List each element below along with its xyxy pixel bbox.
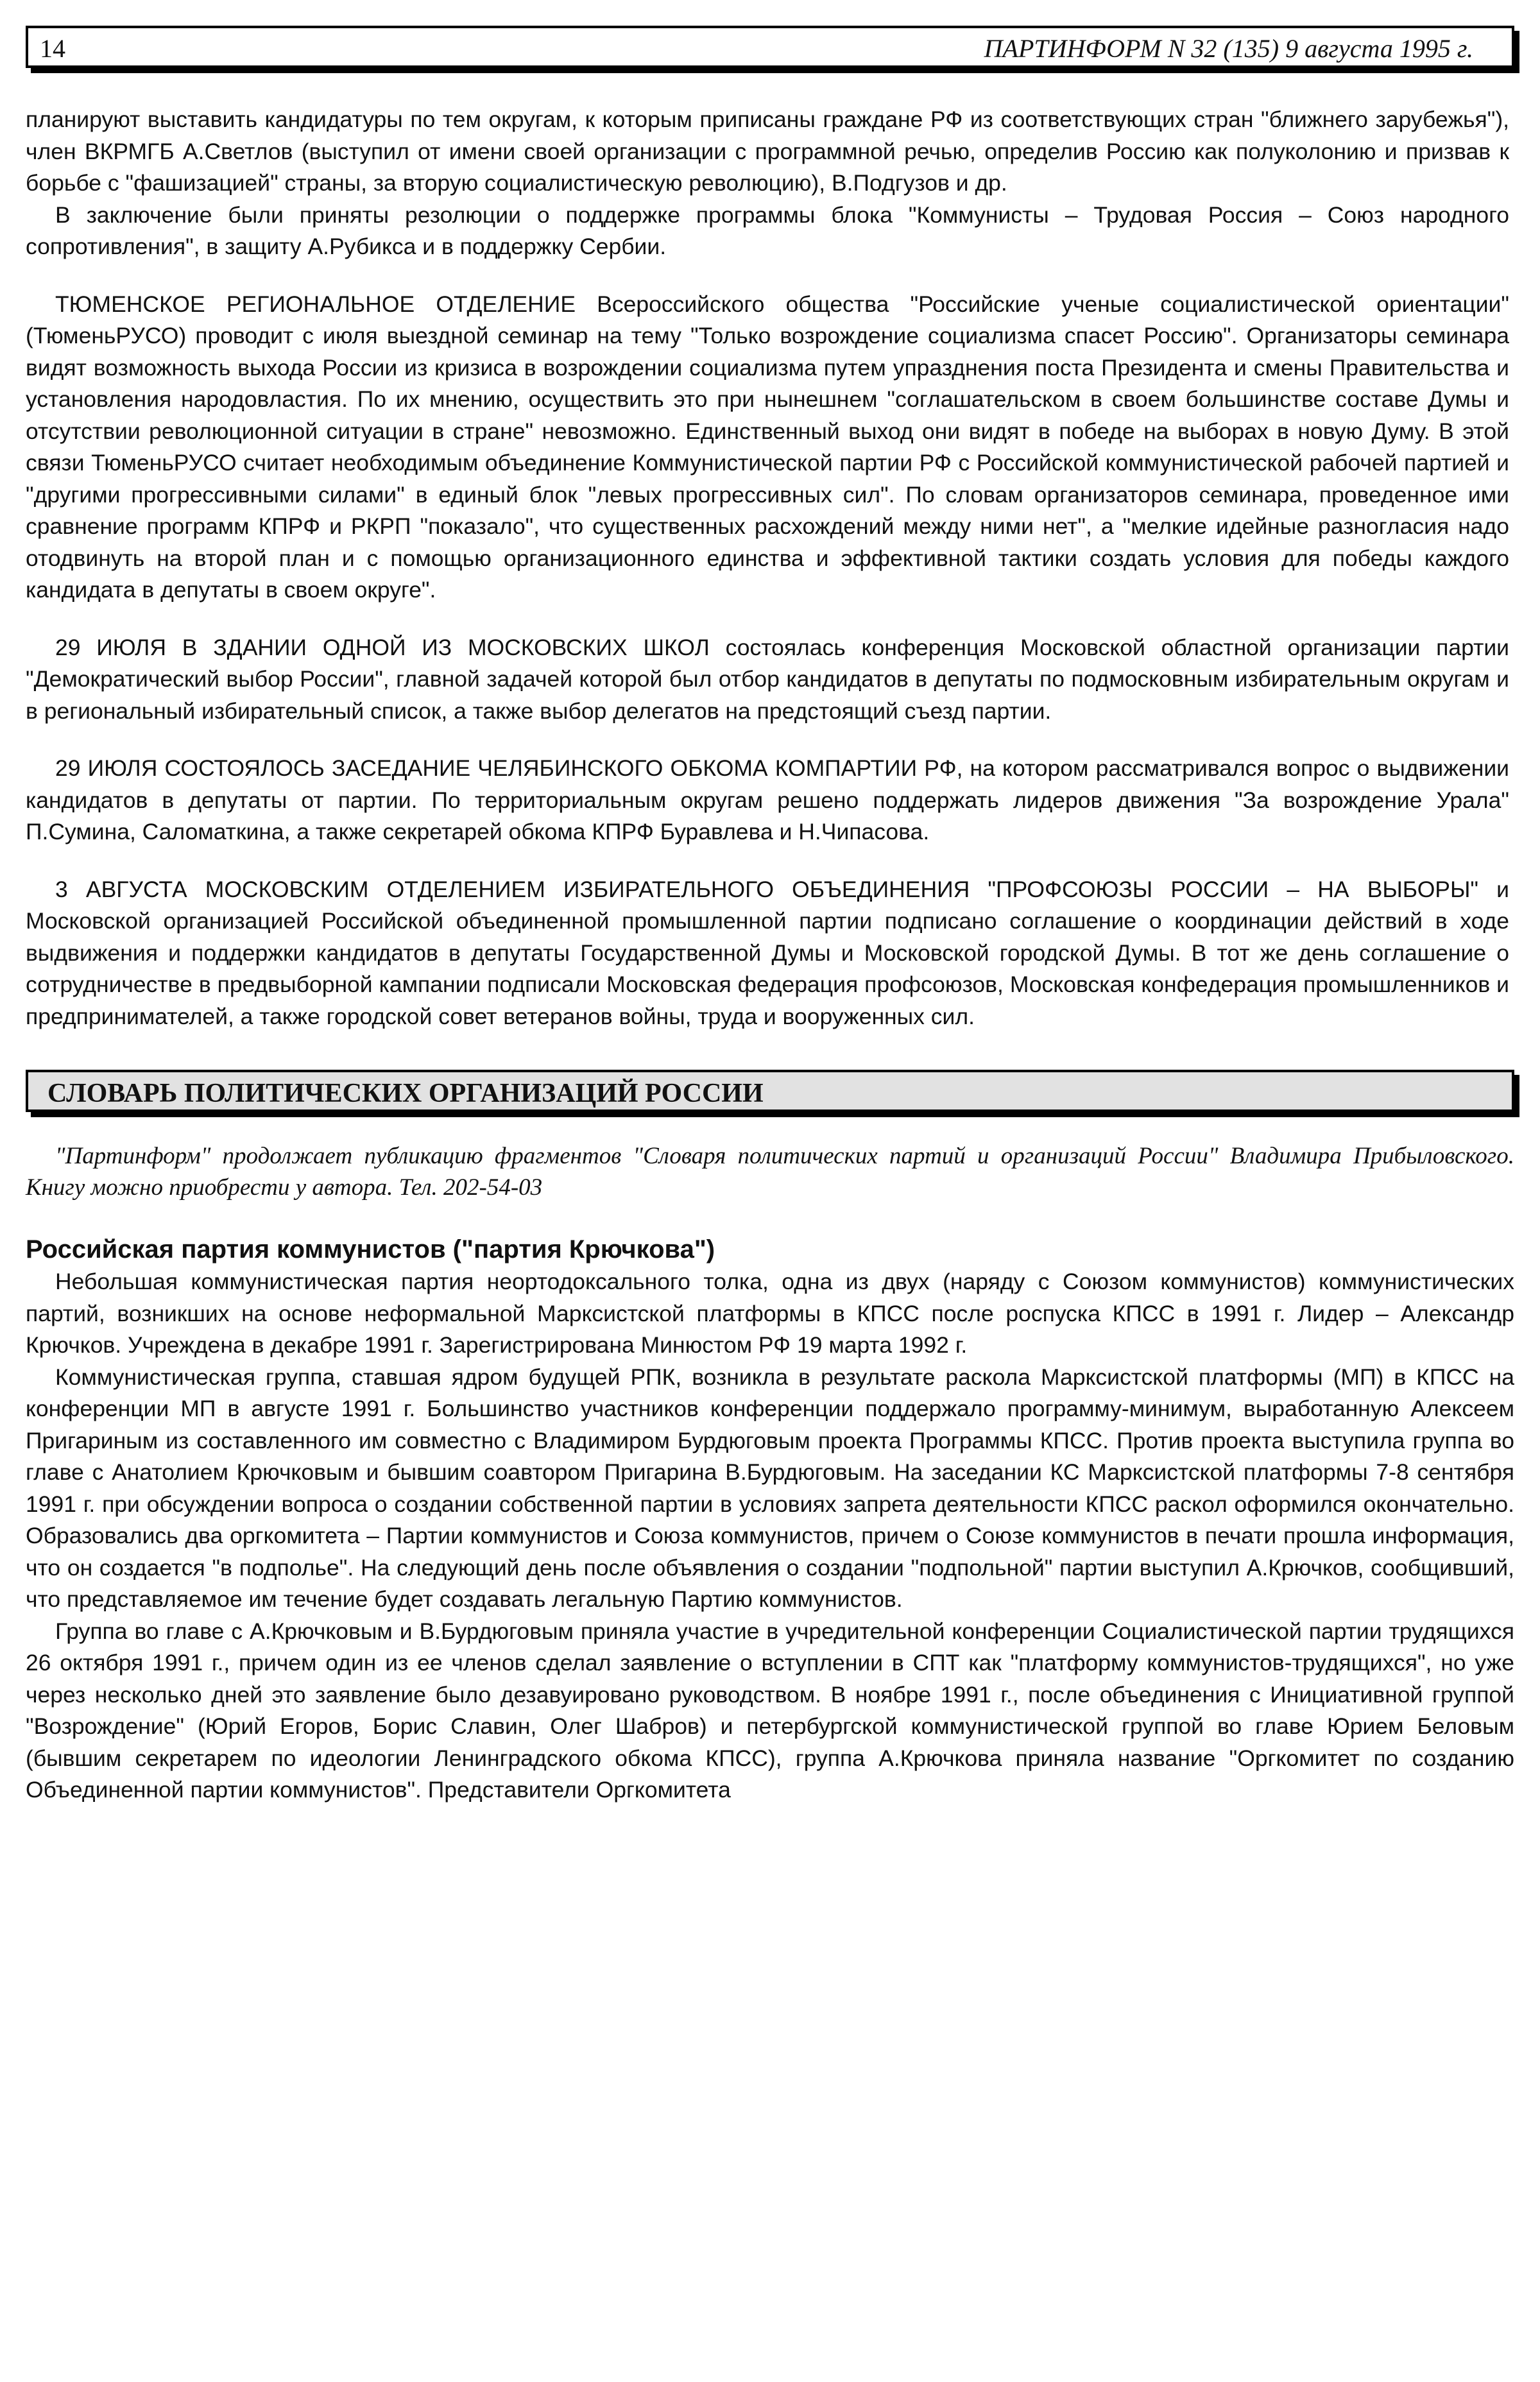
spacer [26,727,1509,753]
spacer [26,848,1509,874]
paragraph: планируют выставить кандидатуры по тем округам, к которым приписаны граждане РФ из соответствующих стран "ближнего зарубежья"), член ВКРМГБ А.Светлов (выступил от имени своей организации с программной речью, определив Россию как полуколонию и призвав к борьбе с "фашизацией" страны, за вторую социалистическую революцию), В.Подгузов и др. [26,107,1509,196]
news-item: 29 ИЮЛЯ В ЗДАНИИ ОДНОЙ ИЗ МОСКОВСКИХ ШКОЛ состоялась конференция Московской областной организации партии "Демократический выбор России", главной задачей которой был отбор кандидатов в депутаты по подмосковным избирательным округам и в региональный избирательный список, а также выбор делегатов на предстоящий съезд партии. [26,634,1509,724]
section-intro: "Партинформ" продолжает публикацию фрагментов "Словаря политических партий и организаций России" Владимира Прибыловского. Книгу можно приобрести у автора. Тел. 202-54-03 [26,1143,1514,1201]
spacer [26,263,1509,289]
dictionary-paragraph: Группа во главе с А.Крючковым и В.Бурдюговым приняла участие в учредительной конференции Социалистической партии трудящихся 26 октября 1991 г., причем один из ее членов сделал заявление о вступлении в СПТ как "платформу коммунистов-трудящихся", но уже через несколько дней это заявление было дезавуировано руководством. В ноябре 1991 г., после объединения с Инициативной группой "Возрождение" (Юрий Егоров, Борис Славин, Олег Шабров) и петербургской коммунистической группой во главе Юрием Беловым (бывшим секретарем по идеологии Ленинградского обкома КПСС), группа А.Крючкова приняла название "Оргкомитет по созданию Объединенной партии коммунистов". Представители Оргкомитета [26,1618,1514,1803]
running-header [26,26,1514,68]
article-body [26,104,1514,1032]
dictionary-entry-title: Российская партия коммунистов ("партия Крючкова") [26,1235,715,1264]
news-item: 3 АВГУСТА МОСКОВСКИМ ОТДЕЛЕНИЕМ ИЗБИРАТЕЛЬНОГО ОБЪЕДИНЕНИЯ "ПРОФСОЮЗЫ РОССИИ – НА ВЫБОРЫ" и Московской организацией Российской объединенной промышленной партии подписано соглашение о координации действий в ходе выдвижения и поддержки кандидатов в депутаты Государственной Думы и Московской городской Думы. В тот же день соглашение о сотрудничестве в предвыборной кампании подписали Московская федерация профсоюзов, Московская конфедерация промышленников и предпринимателей, а также городской совет ветеранов войны, труда и вооруженных сил. [26,876,1509,1029]
dictionary-paragraph: Коммунистическая группа, ставшая ядром будущей РПК, возникла в результате раскола Марксистской платформы (МП) в КПСС на конференции МП в августе 1991 г. Большинство участников конференции поддержало программу-минимум, выработанную Алексеем Пригариным из составленного им совместно с Владимиром Бурдюговым проекта Программы КПСС. Против проекта выступила группа во главе с Анатолием Крючковым и бывшим соавтором Пригарина В.Бурдюговым. На заседании КС Марксистской платформы 7-8 сентября 1991 г. при обсуждении вопроса о создании собственной партии в условиях запрета деятельности КПСС раскол оформился окончательно. Образовались два оргкомитета – Партии коммунистов и Союза коммунистов, причем о Союзе коммунистов в печати прошла информация, что он создается "в подполье". На следующий день после объявления о создании "подпольной" партии выступил А.Крючков, сообщивший, что представляемое им течение будет создавать легальную Партию коммунистов. [26,1364,1514,1612]
dictionary-paragraph: Небольшая коммунистическая партия неортодоксального толка, одна из двух (наряду с Союзом коммунистов) коммунистических партий, возникших на основе неформальной Марксистской платформы в КПСС после роспуска КПСС в 1991 г. Лидер – Александр Крючков. Учреждена в декабре 1991 г. Зарегистрирована Минюстом РФ 19 марта 1992 г. [26,1269,1514,1358]
page [26,26,1514,1806]
section-heading: СЛОВАРЬ ПОЛИТИЧЕСКИХ ОРГАНИЗАЦИЙ РОССИИ [26,1070,1514,1112]
issue-line: ПАРТИНФОРМ N 32 (135) 9 августа 1995 г. [984,34,1473,63]
page-number: 14 [40,34,65,63]
spacer [26,606,1509,632]
news-item: 29 ИЮЛЯ СОСТОЯЛОСЬ ЗАСЕДАНИЕ ЧЕЛЯБИНСКОГО ОБКОМА КОМПАРТИИ РФ, на котором рассматривался вопрос о выдвижении кандидатов в депутаты от партии. По территориальным округам решено поддержать лидеров движения "За возрождение Урала" П.Сумина, Саломаткина, а также секретарей обкома КПРФ Буравлева и Н.Чипасова. [26,755,1509,844]
paragraph: В заключение были приняты резолюции о поддержке программы блока "Коммунисты – Трудовая Россия – Союз народного сопротивления", в защиту А.Рубикса и в поддержку Сербии. [26,201,1509,259]
news-item: ТЮМЕНСКОЕ РЕГИОНАЛЬНОЕ ОТДЕЛЕНИЕ Всероссийского общества "Российские ученые социалистической ориентации" (ТюменьРУСО) проводит с июля выездной семинар на тему "Только возрождение социализма спасет Россию". Организаторы семинара видят возможность выхода России из кризиса в возрождении социализма путем упразднения поста Президента и смены Правительства и установления народовластия. По их мнению, осуществить это при нынешнем "соглашательском в своем большинстве составе Думы и отсутствии революционной ситуации в стране" невозможно. Единственный выход они видят в победе на выборах в новую Думу. В этой связи ТюменьРУСО считает необходимым объединение Коммунистической партии РФ с Российской коммунистической рабочей партией и "другими прогрессивными силами" в единый блок "левых прогрессивных сил". По словам организаторов семинара, проведенное ими сравнение программ КПРФ и РКРП "показало", что существенных расхождений между ними нет", а "мелкие идейные разногласия надо отодвинуть на второй план и с помощью организационного единства и эффективной тактики создать условия для победы каждого кандидата в депутаты в своем округе". [26,291,1509,603]
